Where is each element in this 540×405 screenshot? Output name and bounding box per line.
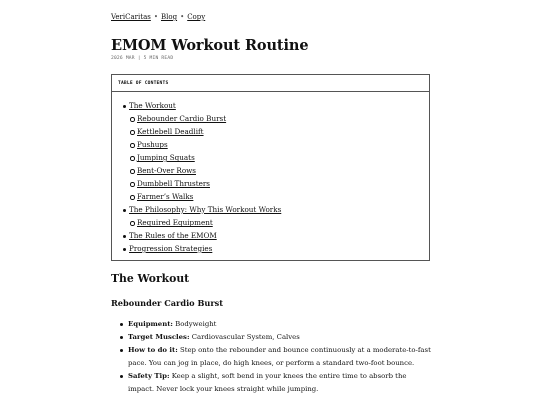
section-heading: The Workout	[111, 272, 190, 285]
toc-item	[112, 99, 429, 112]
breadcrumb-separator: •	[180, 13, 185, 21]
detail-text: Bodyweight	[175, 320, 217, 328]
breadcrumb-link-blog[interactable]: Blog	[160, 13, 178, 21]
toc-item	[112, 151, 429, 164]
toc-item	[112, 229, 429, 242]
toc-link[interactable]: The Philosophy: Why This Workout Works	[129, 205, 282, 214]
detail-label: Equipment:	[128, 320, 173, 328]
breadcrumb-link-copy[interactable]: Copy	[187, 13, 206, 21]
exercise-details-list	[111, 318, 431, 396]
detail-text: Keep a slight, soft bend in your knees the entire time to absorb the impact. Never lock your knees straight while jumping.	[128, 372, 407, 393]
page-title: EMOM Workout Routine	[111, 37, 309, 54]
detail-item	[111, 331, 431, 344]
breadcrumb-separator: •	[153, 13, 158, 21]
breadcrumb	[111, 13, 205, 21]
toc-link[interactable]: Rebounder Cardio Burst	[137, 114, 227, 123]
toc-list	[112, 99, 429, 255]
toc-link[interactable]: Jumping Squats	[137, 153, 195, 162]
toc-link[interactable]: Bent-Over Rows	[137, 166, 196, 175]
exercise-heading: Rebounder Cardio Burst	[111, 298, 224, 308]
detail-label: Safety Tip:	[128, 372, 170, 380]
table-of-contents	[111, 74, 430, 261]
toc-item	[112, 216, 429, 229]
toc-item	[112, 138, 429, 151]
toc-item	[112, 190, 429, 203]
toc-item	[112, 164, 429, 177]
detail-label: Target Muscles:	[128, 333, 190, 341]
toc-link[interactable]: Progression Strategies	[129, 244, 213, 253]
toc-link[interactable]: Kettlebell Deadlift	[137, 127, 204, 136]
toc-item	[112, 242, 429, 255]
detail-item	[111, 370, 431, 396]
detail-text: Step onto the rebounder and bounce continuously at a moderate-to-fast pace. You can jog in place, do high knees, or perform a standard two-foot bounce.	[128, 346, 431, 367]
article-meta: 2026 MAR | 5 MIN READ	[111, 56, 174, 61]
toc-heading: TABLE OF CONTENTS	[112, 75, 429, 92]
toc-item	[112, 112, 429, 125]
toc-link[interactable]: The Workout	[129, 101, 176, 110]
detail-item	[111, 344, 431, 370]
toc-link[interactable]: Dumbbell Thrusters	[137, 179, 210, 188]
breadcrumb-link-home[interactable]: VeriCaritas	[111, 13, 151, 21]
detail-item	[111, 318, 431, 331]
detail-text: Cardiovascular System, Calves	[191, 333, 300, 341]
toc-link[interactable]: Farmer’s Walks	[137, 192, 194, 201]
detail-label: How to do it:	[128, 346, 178, 354]
toc-item	[112, 177, 429, 190]
toc-link[interactable]: Required Equipment	[137, 218, 213, 227]
toc-item	[112, 203, 429, 216]
toc-link[interactable]: Pushups	[137, 140, 168, 149]
toc-item	[112, 125, 429, 138]
toc-link[interactable]: The Rules of the EMOM	[129, 231, 217, 240]
